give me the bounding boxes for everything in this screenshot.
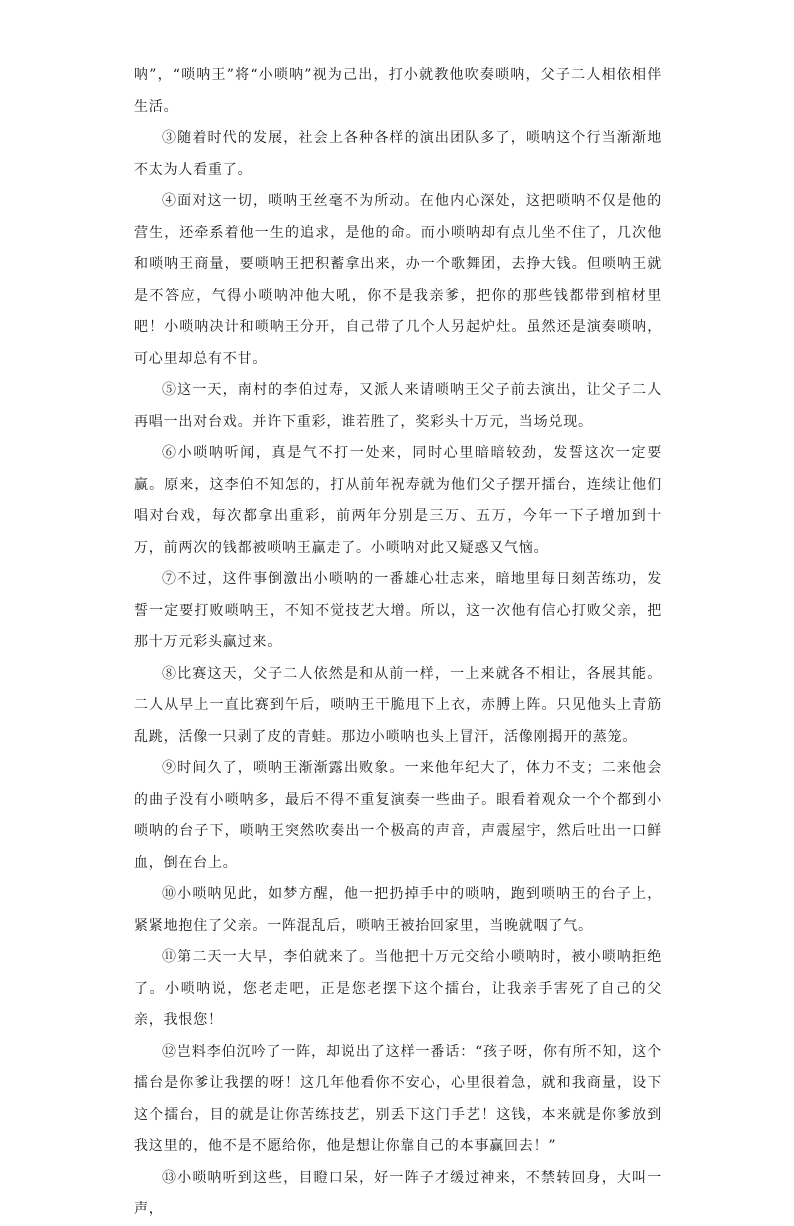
paragraph-continuation: 呐”，“唢呐王”将“小唢呐”视为己出，打小就教他吹奏唢呐，父子二人相依相伴生活。	[134, 67, 662, 115]
paragraph-9: ⑨时间久了，唢呐王渐渐露出败象。一来他年纪大了，体力不支；二来他会的曲子没有小唢呐多，最后不得不重复演奏一些曲子。眼看着观众一个个都到小唢呐的台子下，唢呐王突然吹奏出一个极高的声音，声震屋宇，然后吐出一口鲜血，倒在台上。	[134, 760, 662, 871]
paragraph-6: ⑥小唢呐听闻，真是气不打一处来，同时心里暗暗较劲，发誓这次一定要赢。原来，这李伯不知怎的，打从前年祝寿就为他们父子摆开擂台，连续让他们唱对台戏，每次都拿出重彩，前两年分别是三万、五万，今年一下子增加到十万，前两次的钱都被唢呐王赢走了。小唢呐对此又疑惑又气恼。	[134, 445, 662, 556]
paragraph-13: ⑬小唢呐听到这些，目瞪口呆，好一阵子才缓过神来，不禁转回身，大叫一声，	[134, 1169, 662, 1217]
paragraph-3: ③随着时代的发展，社会上各种各样的演出团队多了，唢呐这个行当渐渐地不太为人看重了。	[134, 130, 662, 178]
paragraph-11: ⑪第二天一大早，李伯就来了。当他把十万元交给小唢呐时，被小唢呐拒绝了。小唢呐说，您老走吧，正是您老摆下这个擂台，让我亲手害死了自己的父亲，我恨您！	[134, 949, 662, 1028]
document-page	[134, 60, 662, 1226]
paragraph-8: ⑧比赛这天，父子二人依然是和从前一样，一上来就各不相让，各展其能。二人从早上一直比赛到午后，唢呐王干脆甩下上衣，赤膊上阵。只见他头上青筋乱跳，活像一只剥了皮的青蛙。那边小唢呐也头上冒汗，活像刚揭开的蒸笼。	[134, 665, 662, 745]
paragraph-4: ④面对这一切，唢呐王丝毫不为所动。在他内心深处，这把唢呐不仅是他的营生，还牵系着他一生的追求，是他的命。而小唢呐却有点儿坐不住了，几次他和唢呐王商量，要唢呐王把积蓄拿出来，办一个歌舞团，去挣大钱。但唢呐王就是不答应，气得小唢呐冲他大吼，你不是我亲爹，把你的那些钱都带到棺材里吧！小唢呐决计和唢呐王分开，自己带了几个人另起炉灶。虽然还是演奏唢呐，可心里却总有不甘。	[134, 193, 662, 367]
paragraph-5: ⑤这一天，南村的李伯过寿，又派人来请唢呐王父子前去演出，让父子二人再唱一出对台戏。并许下重彩，谁若胜了，奖彩头十万元，当场兑现。	[134, 382, 662, 430]
paragraph-10: ⑩小唢呐见此，如梦方醒，他一把扔掉手中的唢呐，跑到唢呐王的台子上，紧紧地抱住了父亲。一阵混乱后，唢呐王被抬回家里，当晚就咽了气。	[134, 886, 662, 934]
paragraph-7: ⑦不过，这件事倒激出小唢呐的一番雄心壮志来，暗地里每日刻苦练功，发誓一定要打败唢呐王，不知不觉技艺大增。所以，这一次他有信心打败父亲，把那十万元彩头赢过来。	[134, 571, 662, 650]
paragraph-12: ⑫岂料李伯沉吟了一阵，却说出了这样一番话：“孩子呀，你有所不知，这个擂台是你爹让我摆的呀！这几年他看你不安心，心里很着急，就和我商量，设下这个擂台，目的就是让你苦练技艺，别丢下这门手艺！这钱，本来就是你爹放到我这里的，他不是不愿给你，他是想让你靠自己的本事赢回去！”	[134, 1043, 662, 1154]
